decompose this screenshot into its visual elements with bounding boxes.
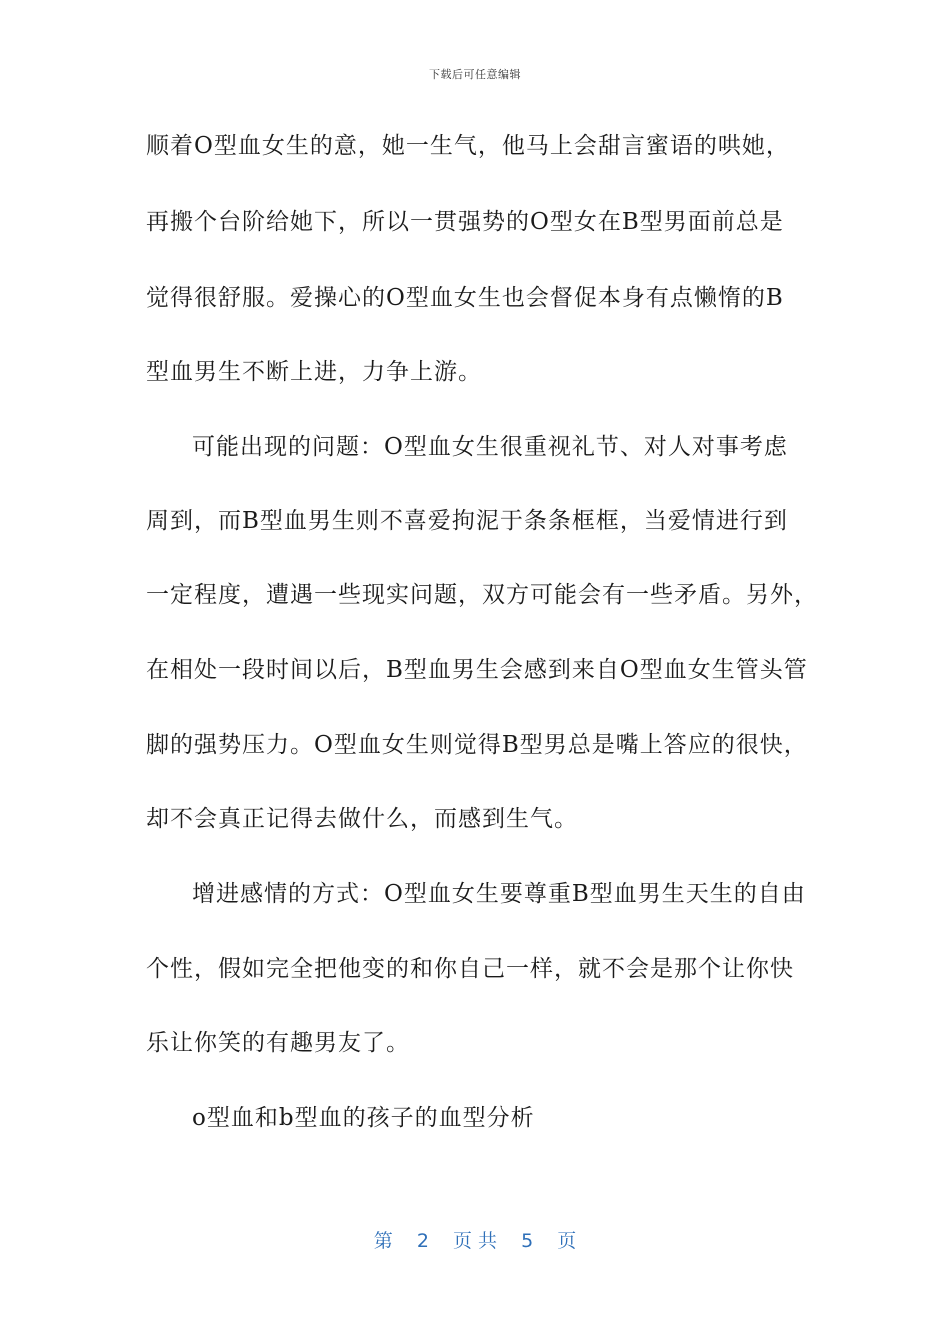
footer-total-pages: 5 (521, 1230, 534, 1252)
paragraph-first-line: 可能出现的问题：O型血女生很重视礼节、对人对事考虑 (192, 434, 788, 460)
footer-page-number: 2 (416, 1230, 429, 1252)
body-line: 再搬个台阶给她下，所以一贯强势的O型女在B型男面前总是 (146, 209, 784, 235)
body-line: 周到，而B型血男生则不喜爱拘泥于条条框框，当爱情进行到 (146, 508, 788, 534)
body-line: 觉得很舒服。爱操心的O型血女生也会督促本身有点懒惰的B (146, 285, 784, 311)
footer-page-label: 第 (373, 1230, 393, 1252)
body-line: 在相处一段时间以后，B型血男生会感到来自O型血女生管头管 (146, 657, 808, 683)
footer-total-unit: 页 (557, 1230, 577, 1252)
body-line: 乐让你笑的有趣男友了。 (146, 1030, 410, 1056)
body-line: 型血男生不断上进，力争上游。 (146, 359, 482, 385)
header-note: 下载后可任意编辑 (429, 68, 521, 81)
page-footer (0, 1226, 950, 1253)
paragraph-first-line: 增进感情的方式：O型血女生要尊重B型血男生天生的自由 (192, 881, 806, 907)
body-line: 个性，假如完全把他变的和你自己一样，就不会是那个让你快 (146, 956, 794, 982)
body-line: 顺着O型血女生的意，她一生气，他马上会甜言蜜语的哄她， (146, 133, 790, 159)
body-line: 一定程度，遭遇一些现实问题，双方可能会有一些矛盾。另外， (146, 582, 818, 608)
footer-page-unit: 页 (452, 1230, 472, 1252)
body-line: 却不会真正记得去做什么，而感到生气。 (146, 806, 578, 832)
section-heading: o型血和b型血的孩子的血型分析 (192, 1105, 535, 1131)
footer-total-label: 共 (478, 1230, 498, 1252)
body-line: 脚的强势压力。O型血女生则觉得B型男总是嘴上答应的很快， (146, 732, 808, 758)
